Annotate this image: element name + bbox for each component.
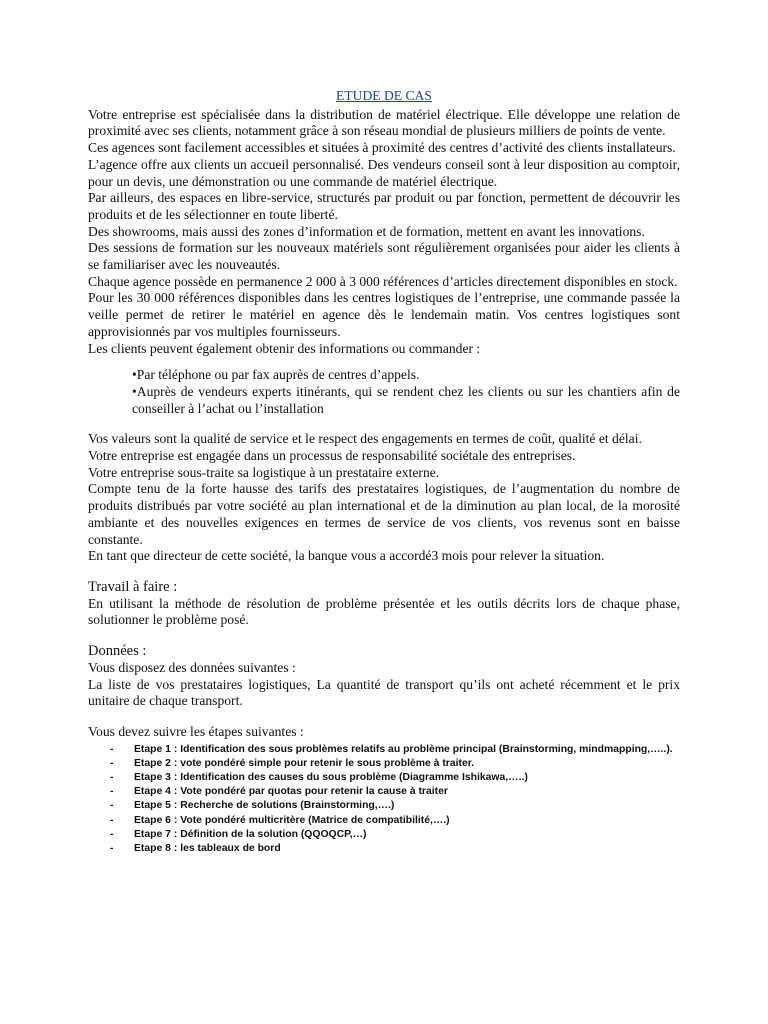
- travail-text: En utilisant la méthode de résolution de problème présentée et les outils décrits lors de chaque phase, solutionner le problème posé.: [88, 595, 680, 628]
- document-title: ETUDE DE CAS: [336, 88, 432, 103]
- donnees-intro: Vous disposez des données suivantes :: [88, 659, 296, 675]
- donnees-heading: Données :: [88, 643, 147, 660]
- travail-heading: Travail à faire :: [88, 578, 178, 595]
- paragraph: Compte tenu de la forte hausse des tarifs des prestataires logistiques, de l’augmentation du nombre de produits distribués par votre société au plan international et de la diminution au plan local, de la morosité ambiante et des nouvelles exigences en termes de service de vos clients, vos revenus sont en baisse constante.: [88, 481, 680, 547]
- paragraph: Chaque agence possède en permanence 2 000 à 3 000 références d’articles directement disponibles en stock.: [88, 273, 678, 289]
- paragraph: Des sessions de formation sur les nouveaux matériels sont régulièrement organisées pour aider les clients à se familiariser avec les nouveautés.: [88, 240, 680, 273]
- etape-item: - Etape 3 : Identification des causes du sous problème (Diagramme Ishikawa,…..): [110, 772, 528, 784]
- etape-text: Etape 4 : Vote pondéré par quotas pour retenir la cause à traiter: [134, 786, 448, 798]
- etape-item: - Etape 1 : Identification des sous problèmes relatifs au problème principal (Brainstorming, mindmapping,…..).: [110, 743, 673, 755]
- etape-text: Etape 8 : les tableaux de bord: [134, 843, 281, 855]
- etape-text: Etape 6 : Vote pondéré multicritère (Matrice de compatibilité,….): [134, 814, 450, 826]
- etape-text: Etape 5 : Recherche de solutions (Brainstorming,….): [134, 800, 395, 812]
- etape-text: Etape 1 : Identification des sous problèmes relatifs au problème principal (Brainstorming, mindmapping,…..).: [134, 743, 673, 755]
- bullet-item: •Par téléphone ou par fax auprès de centres d’appels.: [132, 367, 420, 383]
- paragraph: Par ailleurs, des espaces en libre-service, structurés par produit ou par fonction, permettent de découvrir les produits et de les sélectionner en toute liberté.: [88, 190, 680, 222]
- intro-section: [88, 107, 680, 358]
- etape-text: Etape 2 : vote pondéré simple pour retenir le sous problème à traiter.: [134, 757, 475, 769]
- bullet-list: [132, 367, 680, 417]
- paragraph: Les clients peuvent également obtenir des informations ou commander :: [88, 340, 481, 356]
- paragraph: Vos valeurs sont la qualité de service et le respect des engagements en termes de coût, qualité et délai.: [88, 431, 642, 447]
- paragraph: L’agence offre aux clients un accueil personnalisé. Des vendeurs conseil sont à leur disposition au comptoir, pour un devis, une démonstration ou une commande de matériel électrique.: [88, 156, 680, 189]
- etape-text: Etape 7 : Définition de la solution (QQOQCP,…): [134, 828, 367, 840]
- bullet-item: •Auprès de vendeurs experts itinérants, qui se rendent chez les clients ou sur les chantiers afin de conseiller à l’achat ou l’installation: [132, 383, 680, 416]
- document-page: [88, 88, 680, 856]
- paragraph: En tant que directeur de cette société, la banque vous a accordé3 mois pour relever la situation.: [88, 548, 605, 564]
- paragraph: Votre entreprise sous-traite sa logistique à un prestataire externe.: [88, 464, 440, 480]
- donnees-text: La liste de vos prestataires logistiques, La quantité de transport qu’ils ont acheté récemment et le prix unitaire de chaque transport.: [88, 676, 680, 709]
- paragraph: Des showrooms, mais aussi des zones d’information et de formation, mettent en avant les innovations.: [88, 223, 645, 239]
- etapes-intro: Vous devez suivre les étapes suivantes :: [88, 723, 304, 739]
- etape-item: - Etape 8 : les tableaux de bord: [110, 843, 281, 855]
- paragraph: Ces agences sont facilement accessibles et situées à proximité des centres d’activité des clients installateurs.: [88, 140, 676, 156]
- etape-item: - Etape 5 : Recherche de solutions (Brainstorming,….): [110, 800, 395, 812]
- etape-text: Etape 3 : Identification des causes du sous problème (Diagramme Ishikawa,…..): [134, 772, 528, 784]
- paragraph: Votre entreprise est spécialisée dans la distribution de matériel électrique. Elle développe une relation de proximité avec ses clients, notamment grâce à son réseau mondial de plusieurs milliers de points de vente.: [88, 106, 680, 139]
- paragraph: Votre entreprise est engagée dans un processus de responsabilité sociétale des entreprises.: [88, 448, 576, 464]
- etapes-list: [88, 743, 680, 857]
- etape-item: - Etape 6 : Vote pondéré multicritère (Matrice de compatibilité,….): [110, 814, 450, 826]
- etape-item: - Etape 4 : Vote pondéré par quotas pour retenir la cause à traiter: [110, 786, 448, 798]
- context-section: [88, 431, 680, 565]
- etape-item: - Etape 7 : Définition de la solution (QQOQCP,…): [110, 828, 367, 840]
- etape-item: - Etape 2 : vote pondéré simple pour retenir le sous problème à traiter.: [110, 757, 475, 769]
- paragraph: Pour les 30 000 références disponibles dans les centres logistiques de l’entreprise, une commande passée la veille permet de retirer le matériel en agence dès le lendemain matin. Vos centres logistiques sont approvisionnés par vos multiples fournisseurs.: [88, 290, 680, 339]
